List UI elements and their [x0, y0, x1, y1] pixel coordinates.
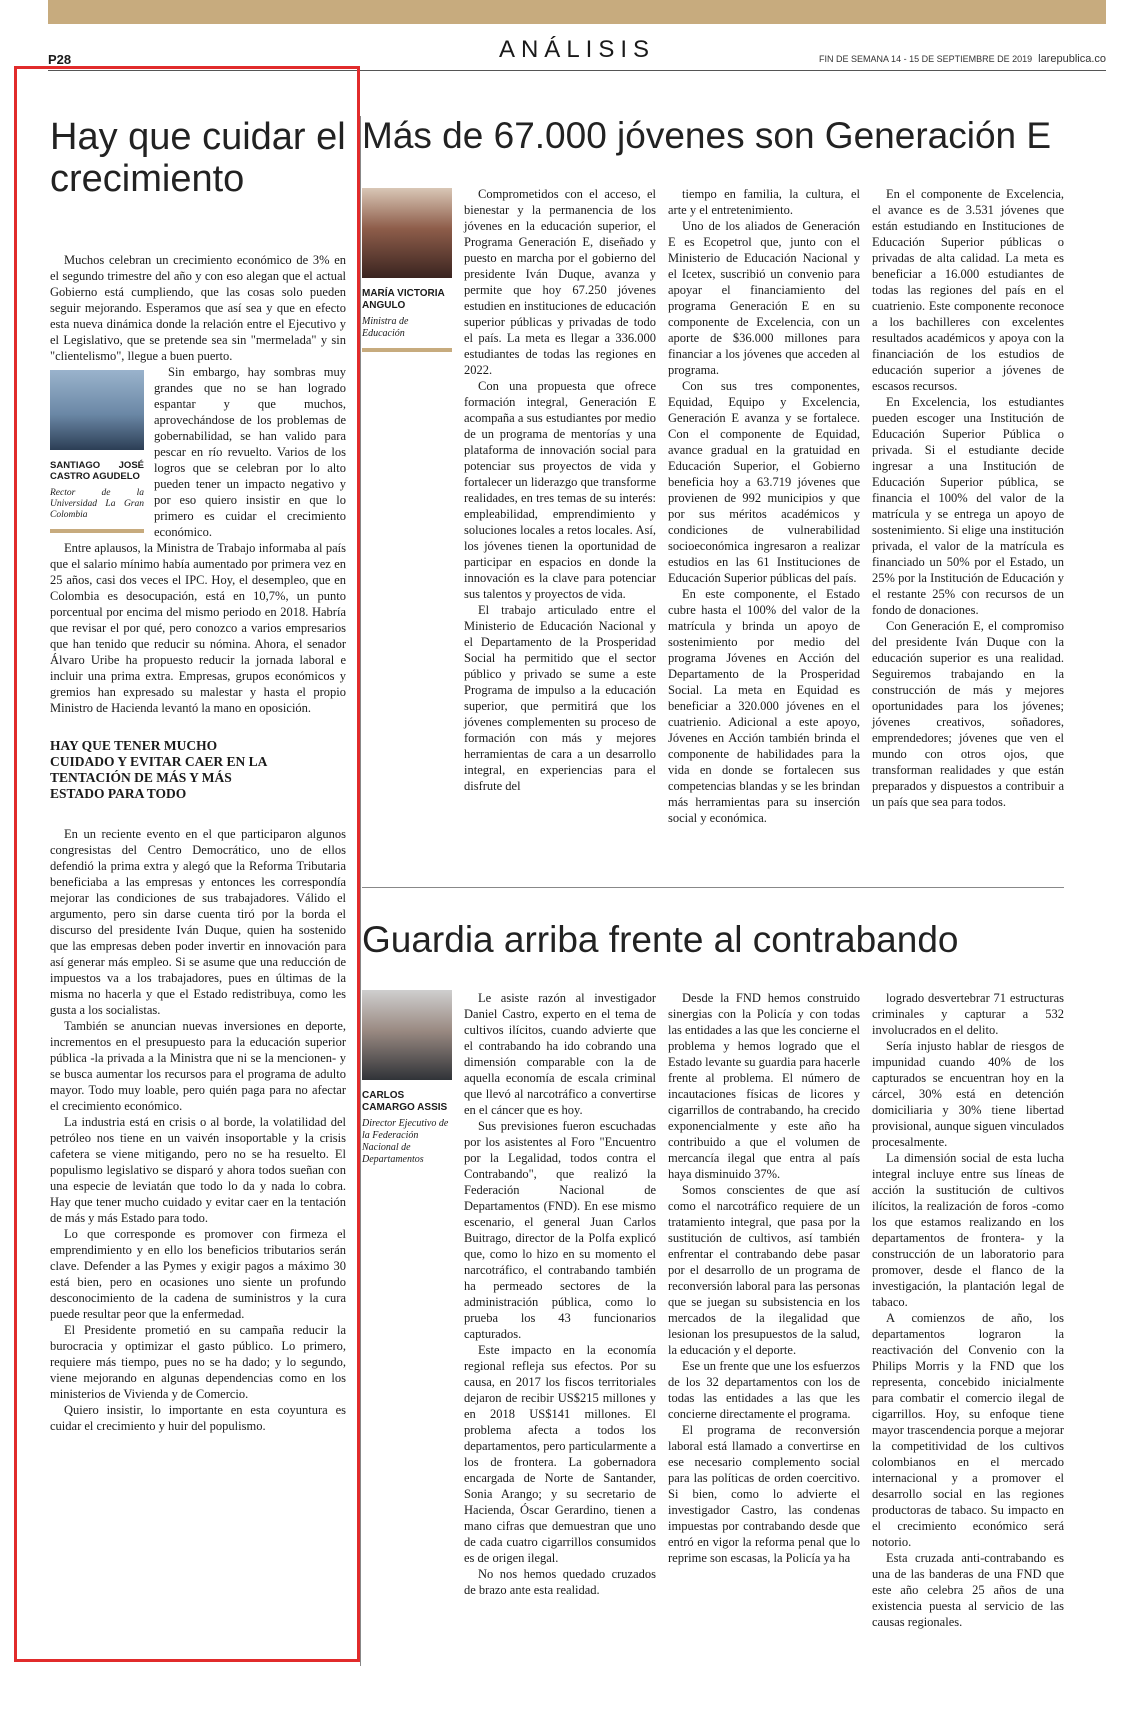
paragraph: Comprometidos con el acceso, el bienestar y la permanencia de los jóvenes en la educación superior, el Programa Generación E, diseñado y puesto en marcha por el gobierno del presidente Iván Duque, avanza y permite que hoy 67.250 jóvenes estudien en instituciones de educación superior públicas y privadas de todo el país. La meta es llegar a 336.000 estudiantes de todas las regiones en 2022.	[464, 187, 656, 377]
bottom-article-column-1	[464, 990, 656, 1598]
paragraph: Con una propuesta que ofrece formación integral, Generación E acompaña a sus estudiantes por medio de un programa de mentorías y una plataforma de innovación social para potenciar sus proyectos de vida y fortalecer un liderazgo que transforme realidades, en tres temas de su interés: empleabilidad, emprendimiento y soluciones locales a retos locales. Así, los jóvenes tienen la oportunidad de participar en espacios en donde la innovación es la clave para potenciar sus talentos y proyectos de vida.	[464, 379, 656, 601]
paragraph: La industria está en crisis o al borde, la volatilidad del petróleo nos tiene en un vaivén insoportable y la crisis cafetera se viene mitigando, pero no se ha resuelto. El populismo legislativo se disparó y ahora todos sueñan con una especie de leviatán que todo lo da y nada lo cobra. Hay que tener mucho cuidado y evitar caer en la tentación de más y más Estado para todo.	[50, 1115, 346, 1225]
paragraph: Sus previsiones fueron escuchadas por los asistentes al Foro "Encuentro por la Legalidad, todos contra el Contrabando", que realizó la Federación Nacional de Departamentos (FND). En ese mismo escenario, el general Juan Carlos Buitrago, director de la Polfa explicó que, como lo hizo en su momento el narcotráfico, el contrabando también ha permeado sectores de la administración pública, como lo prueba los 43 funcionarios capturados.	[464, 1119, 656, 1341]
author-name: MARÍA VICTORIA ANGULO	[362, 288, 445, 311]
left-article-subheading: HAY QUE TENER MUCHO CUIDADO Y EVITAR CAER EN LA TENTACIÓN DE MÁS Y MÁS ESTADO PARA TODO	[50, 738, 267, 801]
author-photo-angulo	[362, 188, 452, 278]
paragraph: Con Generación E, el compromiso del presidente Iván Duque con la educación superior es una realidad. Seguiremos trabajando en la construcción de más y mejores oportunidades para los jóvenes; jóvenes creativos, soñadores, emprendedores; jóvenes que ven el mundo con otros ojos, que transforman realidades y que están preparados y dispuestos a contribuir a un país que sea para todos.	[872, 619, 1064, 809]
paragraph: En Excelencia, los estudiantes pueden escoger una Institución de Educación Superior Pública o privada. Si el estudiante decide ingresar a una Institución de Educación Superior pública, se financia el 100% del valor de la matrícula y se entrega un apoyo de sostenimiento. Si elige una institución privada, el valor de la matrícula es financiado un 50% por el Estado, un 25% por la Institución de Educación y el restante 25% con recursos de un fondo de donaciones.	[872, 395, 1064, 617]
author-role: Ministra de Educación	[362, 316, 409, 339]
paragraph: Quiero insistir, lo importante en esta coyuntura es cuidar el crecimiento y huir del populismo.	[50, 1403, 346, 1433]
author-role: Director Ejecutivo de la Federación Nacional de Departamentos	[362, 1118, 449, 1165]
paragraph: En este componente, el Estado cubre hasta el 100% del valor de la matrícula y brinda un apoyo de sostenimiento por medio del programa Jóvenes en Acción del Departamento de la Prosperidad Social. La meta en Equidad es beneficiar a 320.000 jóvenes en el cuatrienio. Adicional a este apoyo, Jóvenes en Acción también brinda el componente de habilidades para la vida en donde se fortalecen sus competencias blandas y se les brindan más herramientas para su inserción social y económica.	[668, 587, 860, 825]
paragraph: Este impacto en la economía regional refleja sus efectos. Por su causa, en 2017 los fiscos territoriales dejaron de recibir US$215 millones y en 2018 US$141 millones. El problema afecta a todos los departamentos, pero particularmente a los de frontera. La gobernadora encargada de Norte de Santander, Sonia Arango; y su secretario de Hacienda, Óscar Gerardino, tienen a mano cifras que demuestran que uno de cada cuatro cigarrillos consumidos es de origen ilegal.	[464, 1343, 656, 1565]
paragraph: Entre aplausos, la Ministra de Trabajo informaba al país que el salario mínimo había aumentado por primera vez en 25 años, casi dos veces el IPC. Hoy, el desempleo, que en Colombia es desocupación, está en 10,7%, un punto porcentual por encima del mismo periodo en 2018. Habría que revisar el por qué, pero conozco a varios empresarios que han tenido que reducir su nómina. Ahora, el senador Álvaro Uribe ha propuesto reducir la jornada laboral e incluir una prima extra. Empresas, grupos económicos y gremios han expresado su malestar y hasta el propio Ministro de Hacienda levantó la mano en oposición.	[50, 541, 346, 715]
left-author	[50, 370, 144, 533]
paragraph: A comienzos de año, los departamentos lograron la reactivación del Convenio con la Philips Morris y la FND que los representa, concebido inicialmente para combatir el comercio ilegal de cigarrillos. Hoy, su enfoque tiene mayor trascendencia porque a mejorar la competitividad de los cultivos colombianos en el mercado internacional y a promover el desarrollo social en las regiones productoras de tabaco. Su impacto en el crecimiento económico será notorio.	[872, 1311, 1064, 1549]
author-photo-castro	[50, 370, 144, 450]
bottom-article-column-2	[668, 990, 860, 1566]
author-name: CARLOS CAMARGO ASSIS	[362, 1090, 448, 1113]
article-separator	[362, 887, 1064, 888]
author-name: SANTIAGO JOSÉ CASTRO AGUDELO	[50, 460, 144, 482]
paragraph: La dimensión social de esta lucha integral incluye entre sus líneas de acción la sustitución de cultivos ilícitos, la realización de foros -como los que estamos realizando en los departamentos de frontera- y la construcción de un laboratorio para promover, desde el flanco de la investigación, la plantación legal de tabaco.	[872, 1151, 1064, 1309]
paragraph: Uno de los aliados de Generación E es Ecopetrol que, junto con el Ministerio de Educación Nacional y el Icetex, suscribió un convenio para apoyar el financiamiento del programa Generación E en su componente de Excelencia, con un aporte de $36.000 millones para financiar a los jóvenes que acceden al programa.	[668, 219, 860, 377]
paragraph: Con sus tres componentes, Equidad, Equipo y Excelencia, Generación E avanza y se fortalece. Con el componente de Equidad, avance gradual en la gratuidad en Educación Superior, el Gobierno beneficia hoy a 63.719 jóvenes que provienen de 992 municipios y que por sus méritos académicos y condiciones de vulnerabilidad socioeconómica ingresaron a realizar estudios en las 61 Instituciones de Educación Superior públicas del país.	[668, 379, 860, 585]
paragraph: El programa de reconversión laboral está llamado a convertirse en ese necesario complemento social para las políticas de orden coercitivo. Si bien, como lo advierte el investigador Castro, las condenas impuestas por contrabando desde que entró en vigor la reforma penal que lo reprime son escasas, la Policía ya ha	[668, 1423, 860, 1565]
paragraph: Lo que corresponde es promover con firmeza el emprendimiento y en ello los beneficios tributarios serán clave. Defender a las Pymes y exigir pagos a máximo 30 está bien, pero en ocasiones uno siente un profundo desconocimiento de la cadena de suministros y la cura puede resultar peor que la enfermedad.	[50, 1227, 346, 1321]
paragraph: El trabajo articulado entre el Ministerio de Educación Nacional y el Departamento de la Prosperidad Social ha permitido que el sector público y privado se sume a este Programa de impulso a la educación superior, que permitirá que los jóvenes complementen su proceso de formación con más y mejores herramientas de cara a un desarrollo integral, en experiencias para el disfrute del	[464, 603, 656, 793]
paragraph: Muchos celebran un crecimiento económico de 3% en el segundo trimestre del año y con eso alegan que el actual Gobierno está cumpliendo, que las cosas solo pueden seguir mejorando. Esperamos que así sea y que en efecto esta nueva dinámica donde la relación entre el Ejecutivo y el Legislativo, que se pretende sea sin "mermelada" y sin "clientelismo", llegue a buen puerto.	[50, 253, 346, 363]
top-article-column-3	[872, 186, 1064, 810]
left-article-body	[50, 826, 346, 1434]
left-article-subheading-wrap	[50, 738, 270, 802]
paragraph: logrado desvertebrar 71 estructuras criminales y capturar a 532 involucrados en el delito.	[872, 991, 1064, 1037]
left-article-intro	[50, 252, 346, 716]
paragraph: Esta cruzada anti-contrabando es una de las banderas de una FND que este año celebra 25 años de una existencia puesta al servicio de las causas regionales.	[872, 1551, 1064, 1629]
top-article-column-2	[668, 186, 860, 826]
section-name: ANÁLISIS	[498, 36, 656, 63]
bottom-article-title: Guardia arriba frente al contrabando	[362, 919, 959, 960]
top-author	[362, 188, 452, 352]
paragraph: También se anuncian nuevas inversiones en deporte, incrementos en el presupuesto para la educación superior pública -la privada a la Ministra que ni se la mencionen- y se busca aumentar los recursos para el programa de adulto mayor. Todo muy loable, pero quién paga para no afectar el crecimiento económico.	[50, 1019, 346, 1113]
paragraph: tiempo en familia, la cultura, el arte y el entretenimiento.	[668, 187, 860, 217]
page-number: P28	[48, 52, 72, 67]
site-url[interactable]: larepublica.co	[1038, 53, 1106, 65]
author-accent-bar	[362, 348, 452, 352]
paragraph: En un reciente evento en el que participaron algunos congresistas del Centro Democrático, uno de ellos defendió la prima extra y alegó que la Reforma Tributaria beneficiaba a las empresas y entonces les correspondía mejorar las condiciones de sus trabajadores. Válido el argumento, pero sin darse cuenta tiró por la borda el discurso del presidente Iván Duque, quien ha sostenido que las empresas deben poder invertir en innovación para así generar más empleo. Si se asume que una reducción de impuestos va a los trabajadores, pues en últimas de la misma no hacerla y que el Estado redistribuya, como les gusta a los socialistas.	[50, 827, 346, 1017]
dateline	[819, 53, 1106, 65]
paragraph: Sería injusto hablar de riesgos de impunidad cuando 40% de los capturados se encuentran hoy en la cárcel, 30% está en detención domiciliaria y 30% tiene libertad provisional, aunque siguen vinculados procesalmente.	[872, 1039, 1064, 1149]
page-header	[48, 36, 1106, 70]
paragraph: Le asiste razón al investigador Daniel Castro, experto en el tema de cultivos ilícitos, cuando advierte que el contrabando ha ido cobrando una dimensión comparable con la de aquella economía de escala criminal que llevó al narcotráfico a convertirse en el cáncer que es hoy.	[464, 991, 656, 1117]
author-accent-bar	[50, 529, 144, 533]
left-article-title: Hay que cuidar el crecimiento	[50, 116, 346, 200]
left-article	[50, 116, 346, 1434]
column-divider	[360, 116, 361, 1666]
paragraph: Desde la FND hemos construido sinergias con la Policía y con todas las entidades a las que les concierne el problema y hemos logrado que el Estado levante su guardia para hacerle frente al problema. El número de incautaciones físicas de licores y cigarrillos de contrabando, ha crecido exponencialmente y este año ha contribuido a que el volumen de mercancía ilegal que entra al país haya disminuido 37%.	[668, 991, 860, 1181]
top-article-column-1	[464, 186, 656, 794]
bottom-article-column-3	[872, 990, 1064, 1630]
paragraph: No nos hemos quedado cruzados de brazo ante esta realidad.	[464, 1567, 656, 1597]
paragraph: El Presidente prometió en su campaña reducir la burocracia y optimizar el gasto público. Lo primero, requiere más tiempo, pues no se ha dado; y lo segundo, viene mejorando en algunas dependencias como en los ministerios de Vivienda y de Comercio.	[50, 1323, 346, 1401]
paragraph: En el componente de Excelencia, el avance es de 3.531 jóvenes que están estudiando en Instituciones de Educación Superior públicas o privadas de alta calidad. La meta es beneficiar a 16.000 estudiantes de todas las regiones del país en el cuatrienio. Este componente reconoce a los bachilleres con excelentes resultados académicos y apoya con la financiación de los estudios de educación superior a jóvenes de escasos recursos.	[872, 187, 1064, 393]
paragraph: Somos conscientes de que así como el narcotráfico requiere de un tratamiento integral, que pasa por la sustitución de cultivos, así también enfrentar el contrabando debe pasar por el desarrollo de un programa de reconversión laboral para las personas que se juegan su subsistencia en los mercados de la ilegalidad que lesionan los presupuestos de la salud, la educación y el deporte.	[668, 1183, 860, 1357]
author-photo-camargo	[362, 990, 452, 1080]
top-article-title: Más de 67.000 jóvenes son Generación E	[362, 115, 1052, 156]
issue-date: FIN DE SEMANA 14 - 15 DE SEPTIEMBRE DE 2019	[819, 54, 1033, 64]
author-role: Rector de la Universidad La Gran Colombia	[50, 488, 144, 520]
paragraph: Sin embargo, hay sombras muy grandes que no se han logrado espantar y que muchos, aprovechándose de los problemas de gobernabilidad, se han valido para pescar en río revuelto. Varios de los logros que se celebran por lo alto pueden tener un impacto negativo y por eso quiero insistir en que lo primero es cuidar el crecimiento económico.	[154, 365, 346, 539]
top-color-band	[48, 0, 1106, 24]
paragraph: Ese un frente que une los esfuerzos de los 32 departamentos con los de todas las entidades a las que les concierne directamente el programa.	[668, 1359, 860, 1421]
bottom-author	[362, 990, 452, 1166]
